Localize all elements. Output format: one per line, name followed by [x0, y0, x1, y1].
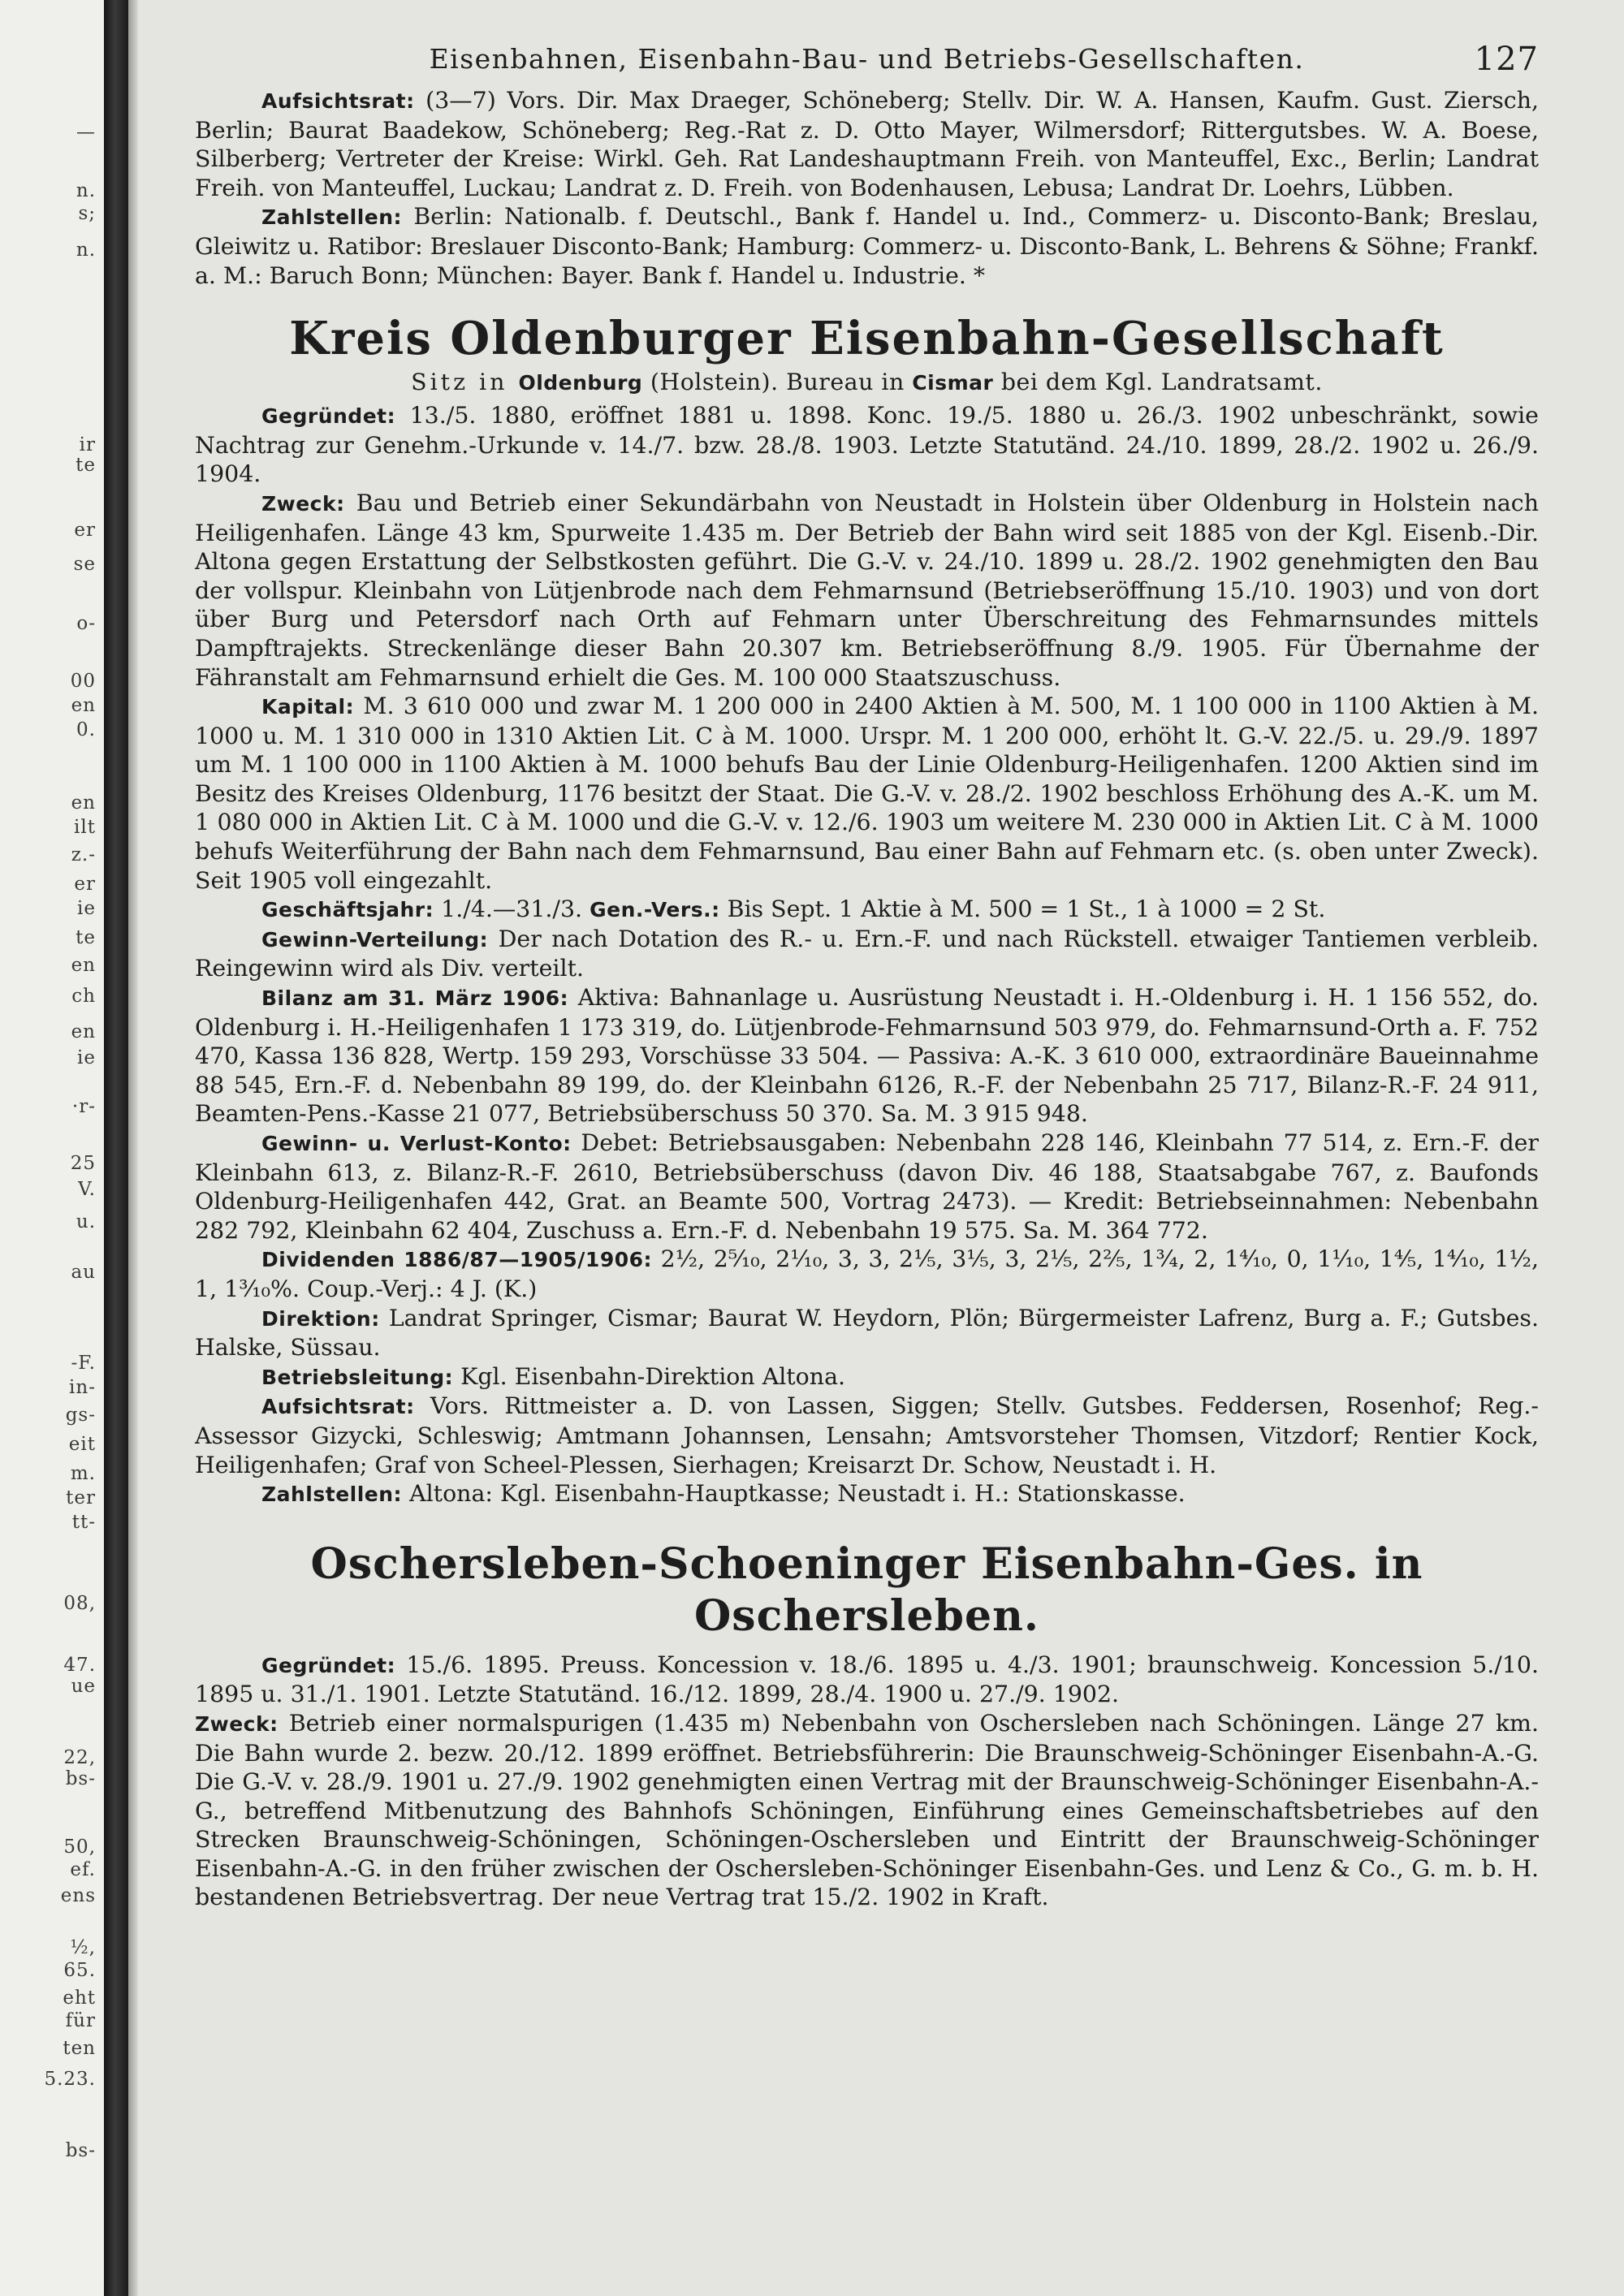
margin-fragment: eht: [63, 1987, 96, 2009]
entry-text: 1./4.—31./3.: [434, 896, 590, 923]
margin-fragment: m.: [70, 1463, 96, 1484]
margin-fragment: te: [76, 927, 96, 948]
entry-label: Zahlstellen:: [261, 205, 403, 230]
entry-paragraph: [195, 1709, 1539, 1912]
entry-label: Bilanz am 31. März 1906:: [261, 986, 569, 1011]
margin-fragment: ef.: [70, 1859, 96, 1880]
margin-fragment: en: [71, 695, 96, 716]
entry-text: Landrat Springer, Cismar; Baurat W. Heydorn, Plön; Bürgermeister Lafrenz, Burg a. F.; Gutsbes. Halske, Süssau.: [195, 1304, 1539, 1362]
entry-text: 15./6. 1895. Preuss. Koncession v. 18./6. 1895 u. 4./3. 1901; braunschweig. Koncession 5./10. 1895 u. 31./1. 1901. Letzte Statutänd. 16./12. 1899, 28./4. 1900 u. 27./9. 1902.: [195, 1651, 1539, 1708]
entry-text: Vors. Rittmeister a. D. von Lassen, Siggen; Stellv. Gutsbes. Feddersen, Rosenhof; Reg.-Assessor Gizycki, Schleswig; Amtmann Johannsen, Lensahn; Amtsvorsteher Thomsen, Vitzdorf; Rentier Kock, Heiligenhafen; Graf von Scheel-Plessen, Sierhagen; Kreisarzt Dr. Schow, Neustadt i. H.: [195, 1392, 1539, 1478]
margin-fragment: eit: [68, 1434, 96, 1455]
section-title: Kreis Oldenburger Eisenbahn-Gesellschaft: [289, 312, 1445, 366]
margin-fragment: 47.: [63, 1655, 96, 1676]
entry-text: (3—7) Vors. Dir. Max Draeger, Schöneberg; Stellv. Dir. W. A. Hansen, Kaufm. Gust. Ziersch, Berlin; Baurat Baadekow, Schöneberg; Reg.-Rat z. D. Otto Mayer, Wilmersdorf; Rittergutsbes. W. A. Boese, Silberberg; Vertreter der Kreise: Wirkl. Geh. Rat Landeshauptmann Freih. von Manteuffel, Exc., Berlin; Landrat Freih. von Manteuffel, Luckau; Landrat z. D. Freih. von Bodenhausen, Lebusa; Landrat Dr. Loehrs, Lübben.: [195, 87, 1539, 201]
margin-fragment: 65.: [63, 1960, 96, 1981]
margin-fragment: s;: [78, 203, 96, 224]
entry-label: Gegründet:: [261, 1653, 396, 1677]
entry-label: Gewinn- u. Verlust-Konto:: [261, 1132, 572, 1155]
entry-label: Zweck:: [195, 1711, 279, 1736]
left-page-margin: [0, 0, 104, 2296]
margin-fragment: bs-: [65, 1768, 96, 1789]
margin-fragment: ens: [60, 1885, 96, 1906]
margin-fragment: ir: [79, 434, 96, 455]
spine-edge: [128, 0, 138, 2296]
entry-paragraph: [195, 692, 1539, 895]
margin-fragment: n.: [76, 180, 96, 201]
entry-label: Gegründet:: [261, 404, 396, 429]
page-number: 127: [1474, 41, 1539, 78]
section-title: Oschersleben-Schoeninger Eisenbahn-Ges. in Oschersleben.: [310, 1539, 1423, 1641]
section-seat: [195, 368, 1539, 398]
margin-fragment: u.: [76, 1211, 96, 1232]
entry-text: Altona: Kgl. Eisenbahn-Hauptkasse; Neustadt i. H.: Stationskasse.: [402, 1480, 1186, 1508]
seat-suffix: bei dem Kgl. Landratsamt.: [993, 369, 1323, 396]
entry-text: Betrieb einer normalspurigen (1.435 m) Nebenbahn von Oschersleben nach Schöningen. Länge 27 km. Die Bahn wurde 2. bezw. 20./12. 1899 eröffnet. Betriebsführerin: Die Braunschweig-Schöninger Eisenbahn-A.-G. Die G.-V. v. 28./9. 1901 u. 27./9. 1902 genehmigten einen Vertrag mit der Braunschweig-Schöninger Eisenbahn-A.-G., betreffend Mitbenutzung des Bahnhofs Schöningen, Einführung eines Gemeinschaftsbetriebes auf den Strecken Braunschweig-Schöningen, Schöningen-Oschersleben und Eintritt der Braunschweig-Schöninger Eisenbahn-A.-G. in den früher zwischen der Oschersleben-Schöninger Eisenbahn-Ges. und Lenz & Co., G. m. b. H. bestandenen Betriebsvertrag. Der neue Vertrag trat 15./2. 1902 in Kraft.: [195, 1709, 1539, 1911]
entry-label: Direktion:: [261, 1306, 380, 1331]
entry-text: 13./5. 1880, eröffnet 1881 u. 1898. Konc. 19./5. 1880 u. 26./3. 1902 unbeschränkt, sowie Nachtrag zur Genehm.-Urkunde v. 14./7. bzw. 28./8. 1903. Letzte Statutänd. 24./10. 1899, 28./2. 1902 u. 26./9. 1904.: [195, 402, 1539, 488]
entry-text: Debet: Betriebsausgaben: Nebenbahn 228 146, Kleinbahn 77 514, z. Ern.-F. der Kleinbahn 613, z. Bilanz-R.-F. 2610, Betriebsüberschuss (davon Div. 46 188, Staatsabgabe 767, z. Baufonds Oldenburg-Heiligenhafen 442, Grat. an Beamte 500, Vortrag 2473). — Kredit: Betriebseinnahmen: Nebenbahn 282 792, Kleinbahn 62 404, Zuschuss a. Ern.-F. d. Nebenbahn 19 575. Sa. M. 364 772.: [195, 1129, 1540, 1244]
entry-paragraph: [195, 1129, 1539, 1245]
bureau-city: Cismar: [912, 371, 994, 395]
entry-text: Bau und Betrieb einer Sekundärbahn von Neustadt in Holstein über Oldenburg in Holstein nach Heiligenhafen. Länge 43 km, Spurweite 1.435 m. Der Betrieb der Bahn wird seit 1885 von der Kgl. Eisenb.-Dir. Altona gegen Erstattung der Selbstkosten geführt. Die G.-V. v. 24./10. 1899 u. 28./2. 1902 genehmigten den Bau der vollspur. Kleinbahn von Lütjenbrode nach dem Fehmarnsund (Betriebseröffnung 15./10. 1903) und von dort über Burg und Petersdorf nach Orth auf Fehmarn unter Überschreitung des Fehmarnsundes mittels Dampftrajekts. Streckenlänge dieser Bahn 20.307 km. Betriebseröffnung 8./9. 1905. Für Übernahme der Fähranstalt am Fehmarnsund erhielt die Ges. M. 100 000 Staatszuschuss.: [195, 489, 1539, 691]
entry-paragraph: [195, 1479, 1539, 1509]
entry-paragraph: [195, 1651, 1539, 1709]
entry-paragraph: [195, 1362, 1539, 1392]
margin-fragment: n.: [76, 240, 96, 261]
margin-fragment: 0.: [76, 719, 96, 740]
entry-paragraph: [195, 895, 1539, 925]
margin-fragment: —: [76, 122, 96, 143]
entry-paragraph: [195, 925, 1539, 983]
margin-fragment: 25: [70, 1153, 96, 1174]
entry-text: Berlin: Nationalb. f. Deutschl., Bank f. Handel u. Ind., Commerz- u. Disconto-Bank; Breslau, Gleiwitz u. Ratibor: Breslauer Disconto-Bank; Hamburg: Commerz- u. Disconto-Bank, L. Behrens & Söhne; Frankf. a. M.: Baruch Bonn; München: Bayer. Bank f. Handel u. Industrie. *: [195, 203, 1539, 289]
margin-fragment: au: [71, 1262, 96, 1283]
margin-fragment: se: [73, 554, 96, 575]
entry-text: Aktiva: Bahnanlage u. Ausrüstung Neustadt i. H.-Oldenburg i. H. 1 156 552, do. Oldenburg i. H.-Heiligenhafen 1 173 319, do. Lütjenbrode-Fehmarnsund 503 979, do. Fehmarnsund-Orth a. F. 752 470, Kassa 136 828, Wertp. 159 293, Vorschüsse 33 504. — Passiva: A.-K. 3 610 000, extraordinäre Baueinnahme 88 545, Ern.-F. d. Nebenbahn 89 199, do. der Kleinbahn 6126, R.-F. der Nebenbahn 25 717, Bilanz-R.-F. 24 911, Beamten-Pens.-Kasse 21 077, Betriebsüberschuss 50 370. Sa. M. 3 915 948.: [195, 984, 1540, 1128]
entry-paragraph: [195, 401, 1539, 489]
entry-paragraph: [195, 983, 1539, 1129]
margin-fragment: 00: [70, 671, 96, 692]
margin-fragment: en: [71, 1021, 96, 1042]
margin-fragment: en: [71, 792, 96, 814]
entry-label: Aufsichtsrat:: [261, 89, 415, 113]
margin-fragment: gs-: [65, 1405, 96, 1426]
intro-paragraph: [195, 86, 1539, 202]
margin-fragment: ie: [77, 1047, 96, 1068]
entry-label: Betriebsleitung:: [261, 1365, 454, 1389]
entry-paragraph: [195, 1245, 1539, 1303]
entry-text: M. 3 610 000 und zwar M. 1 200 000 in 2400 Aktien à M. 500, M. 1 100 000 in 1100 Aktien à M. 1000 u. M. 1 310 000 in 1310 Aktien Lit. C à M. 1000. Urspr. M. 1 200 000, erhöht lt. G.-V. 22./5. u. 29./9. 1897 um M. 1 100 000 in 1100 Aktien à M. 1000 behufs Bau der Linie Oldenburg-Heiligenhafen. 1200 Aktien sind im Besitz des Kreises Oldenburg, 1176 besitzt der Staat. Die G.-V. v. 28./2. 1902 beschloss Erhöhung des A.-K. um M. 1 080 000 in Aktien Lit. C à M. 1000 und die G.-V. v. 12./6. 1903 um weitere M. 230 000 in Aktien Lit. C à M. 1000 behufs Weiterführung der Bahn nach dem Fehmarnsund, Bau einer Bahn auf Fehmarn etc. (s. oben unter Zweck). Seit 1905 voll eingezahlt.: [195, 693, 1539, 894]
entry-label: Kapital:: [261, 695, 355, 719]
margin-fragment: 5.23.: [44, 2069, 96, 2090]
margin-fragment: tt-: [71, 1512, 96, 1533]
entry-label: Geschäftsjahr:: [261, 898, 434, 922]
seat-city: Oldenburg: [518, 371, 643, 395]
margin-fragment: er: [74, 874, 96, 895]
entry-paragraph: [195, 1304, 1539, 1362]
running-head: [195, 32, 1539, 86]
entry-paragraph: [195, 489, 1539, 692]
margin-fragment: bs-: [65, 2140, 96, 2161]
entry-label: Gewinn-Verteilung:: [261, 927, 489, 952]
margin-fragment: ue: [71, 1676, 96, 1697]
entry-text: Bis Sept. 1 Aktie à M. 500 = 1 St., 1 à 1000 = 2 St.: [719, 896, 1326, 923]
entry-label: Zahlstellen:: [261, 1482, 403, 1507]
margin-fragment: o-: [76, 613, 96, 634]
margin-fragment: ter: [66, 1487, 96, 1508]
margin-fragment: 50,: [63, 1836, 96, 1858]
entry-text: Kgl. Eisenbahn-Direktion Altona.: [453, 1362, 846, 1390]
entry-label: Zweck:: [261, 491, 345, 516]
entry-label: Dividenden 1886/87—1905/1906:: [261, 1248, 653, 1272]
margin-fragment: ie: [77, 898, 96, 919]
margin-fragment: ilt: [74, 817, 96, 838]
margin-fragment: er: [74, 520, 96, 541]
entry-label: Gen.-Vers.:: [590, 898, 720, 922]
seat-prefix: Sitz in: [411, 369, 519, 396]
margin-fragment: ten: [63, 2038, 96, 2059]
intro-paragraph: [195, 202, 1539, 290]
margin-fragment: ch: [71, 986, 96, 1007]
seat-mid: (Holstein). Bureau in: [642, 369, 913, 396]
margin-fragment: en: [71, 955, 96, 976]
margin-fragment: 22,: [63, 1747, 96, 1768]
page: [195, 32, 1539, 2257]
book-spine: [104, 0, 128, 2296]
margin-fragment: für: [65, 2010, 96, 2031]
margin-fragment: z.-: [71, 844, 96, 865]
margin-fragment: ·r-: [71, 1096, 96, 1117]
margin-fragment: in-: [69, 1377, 96, 1398]
entry-paragraph: [195, 1392, 1539, 1479]
margin-fragment: V.: [78, 1179, 96, 1200]
margin-fragment: te: [76, 455, 96, 476]
margin-fragment: 08,: [63, 1593, 96, 1614]
margin-fragment: -F.: [71, 1353, 96, 1374]
entry-text: Der nach Dotation des R.- u. Ern.-F. und nach Rückstell. etwaiger Tantiemen verbleib. Reingewinn wird als Div. verteilt.: [195, 925, 1539, 982]
margin-fragment: ½,: [70, 1937, 96, 1958]
entry-text: 2½, 2⁵⁄₁₀, 2¹⁄₁₀, 3, 3, 2¹⁄₅, 3¹⁄₅, 3, 2¹⁄₅, 2²⁄₅, 1³⁄₄, 2, 1⁴⁄₁₀, 0, 1¹⁄₁₀, 1⁴⁄₅, 1⁴⁄₁₀, 1½, 1, 1³⁄₁₀%. Coup.-Verj.: 4 J. (K.): [195, 1245, 1540, 1302]
entry-label: Aufsichtsrat:: [261, 1395, 415, 1419]
running-head-title: Eisenbahnen, Eisenbahn-Bau- und Betriebs-Gesellschaften.: [429, 43, 1305, 75]
